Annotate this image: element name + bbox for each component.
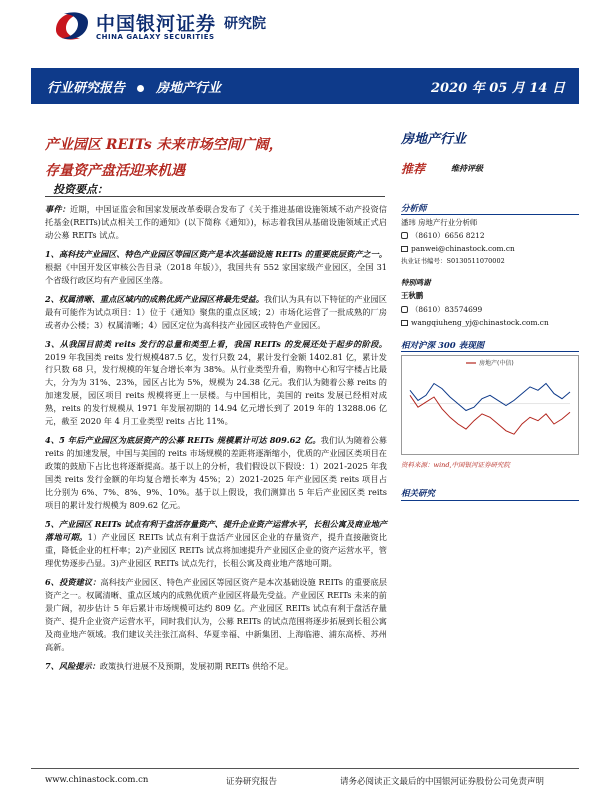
analyst2-email[interactable] [401, 318, 549, 328]
cert-number [401, 257, 505, 266]
analyst2-phone [401, 305, 482, 315]
paragraph-6 [45, 576, 387, 654]
paragraph-lead: 1、高科技产业园区、特色产业园区等园区资产是本次基础设施 REITs 的重要底层资产之一。 [45, 248, 387, 259]
galaxy-logo-icon [52, 8, 92, 44]
logo-name: 中国银河证券 [96, 13, 217, 35]
paragraph-1 [45, 248, 387, 287]
paragraph-lead: 2、权属清晰、重点区域内的成熟优质产业园区将最先受益。 [45, 293, 264, 304]
analyst1-phone [401, 231, 485, 241]
chart-series-line-1 [410, 395, 570, 434]
analyst2-name: 王秋鹏 [401, 291, 424, 300]
cert-label: 执业证书编号： [401, 257, 447, 265]
chart-source: 资料来源：wind,中国银河证券研究院 [401, 461, 511, 469]
report-date: 2020 年 05 月 14 日 [431, 81, 565, 96]
analyst1-name: 潘玮 房地产行业分析师 [401, 218, 478, 227]
paragraph-text: 近期，中国证监会和国家发展改革委联合发布了《关于推进基础设施领域不动产投资信托基金(REITs)试点相关工作的通知》(以下简称《通知》)，标志着我国从基础设施领域正式启动公募 REITs 试点。 [45, 204, 387, 240]
footer-label: 证券研究报告 [226, 777, 278, 787]
paragraph-3 [45, 338, 387, 429]
email-text: wangqiuheng_yj@chinastock.com.cn [411, 318, 549, 327]
related-research-heading: 相关研究 [401, 489, 436, 499]
report-title-line1: 产业园区 REITs 未来市场空间广阔， [45, 137, 283, 153]
phone-text: （8610）6656 8212 [411, 231, 485, 240]
relative-performance-chart [401, 355, 579, 455]
phone-text: （8610）83574699 [411, 305, 483, 314]
paragraph-text: 我们认为随着公募 reits 的加速发展，中国与美国的 reits 市场规模的差距将逐渐缩小，优质的产业园区类项目在政策的鼓励下占比也将逐渐提高。基于以上的分析，我们假设以下假设：1）2021-2025 年我国类 reits 发行金额的年均复合增长率为 45%；2）2021-2025 年产业园区类 reits 项目占比分别为 6%、7%、8%、9%、10%。基于以上假设，我们测算出 5 年后产业园区类 reits 项目的累计发行规模为 809.62 亿元。 [45, 435, 387, 511]
chart-divider [401, 351, 579, 352]
logo-institute: 研究院 [224, 16, 266, 32]
recommend-label: 推荐 [401, 162, 426, 176]
paragraph-4 [45, 434, 387, 512]
paragraph-event [45, 203, 387, 242]
paragraph-lead: 5、产业园区 REITs 试点有利于盘活存量资产、提升企业资产运营水平，长租公寓及商业地产落地可期。 [45, 518, 387, 542]
heading-divider [45, 196, 385, 197]
related-divider [401, 500, 579, 501]
email-icon [401, 246, 408, 252]
paragraph-lead: 7、风险提示： [45, 660, 100, 671]
paragraph-5 [45, 518, 387, 570]
phone-icon [401, 232, 408, 239]
logo-english: CHINA GALAXY SECURITIES [96, 33, 215, 41]
email-icon [401, 320, 408, 326]
cert-value: S0130511070002 [446, 257, 505, 265]
paragraph-lead: 4、5 年后产业园区为底层资产的公募 REITs 规模累计可达 809.62 亿。 [45, 435, 321, 446]
email-text: panwei@chinastock.com.cn [411, 244, 515, 253]
chart-legend-label: 房地产(中信) [479, 360, 514, 367]
report-category [47, 77, 221, 96]
header-band [31, 68, 579, 104]
section-heading: 投资要点： [53, 183, 108, 196]
report-title-line2: 存量资产盘活迎来机遇 [45, 163, 185, 179]
analyst1-email[interactable] [401, 244, 515, 254]
chart-svg [402, 356, 578, 454]
paragraph-7 [45, 660, 387, 673]
footer-disclaimer: 请务必阅读正文最后的中国银河证券股份公司免责声明 [340, 777, 545, 787]
paragraph-lead: 3、从我国目前类 reits 发行的总量和类型上看，我国 REITs 的发展还处于起步的阶段。 [45, 338, 387, 349]
rating-label: 维持评级 [451, 163, 483, 173]
paragraph-2 [45, 293, 387, 332]
paragraph-lead: 事件： [45, 204, 71, 214]
company-logo [52, 6, 266, 50]
footer-url[interactable]: www.chinastock.com.cn [45, 775, 149, 785]
main-content [45, 203, 387, 678]
contact-heading: 特别鸣谢 [401, 278, 431, 287]
analyst-heading: 分析师 [401, 204, 427, 214]
paragraph-lead: 6、投资建议： [45, 576, 101, 587]
sidebar [401, 128, 579, 351]
report-type: 行业研究报告 [47, 81, 126, 96]
paragraph-text: 1）产业园区 REITs 试点有利于盘活产业园区企业的存量资产，提升直接融资比重，降低企业的杠杆率；2)产业园区 REITs 试点将加速提升产业园区企业的资产运营水平，管理优势逐步凸显。3)产业园区 REITs 试点先行，长租公寓及商业地产落地可期。 [45, 531, 387, 568]
chart-heading: 相对沪深 300 表现图 [401, 341, 485, 351]
paragraph-text: 我们认为具有以下特征的产业园区最有可能作为试点项目：1）位于《通知》聚焦的重点区域；2）市场化运营了一批成熟的厂房或者办公楼；3）权属清晰；4）园区定位为高科技产业园区或特色产业园区。 [45, 293, 387, 330]
footer-divider [31, 768, 579, 769]
analyst-divider [401, 214, 579, 215]
paragraph-text: 政策执行进展不及预期，发展初期 REITs 供给不足。 [99, 660, 294, 671]
sidebar-industry: 房地产行业 [401, 132, 467, 147]
paragraph-text: 高科技产业园区、特色产业园区等园区资产是本次基础设施 REITs 的重要底层资产之一。权属清晰、重点区域内的成熟优质产业园区将最先受益。产业园区 REITs 未来的前景广阔，初步估计 5 年后累计市场规模可达约 809 亿。产业园区 REITs 试点有利于盘活存量资产、提升企业资产运营水平，同时我们认为，公募 REITs 的试点范围将逐步拓展到长租公寓及商业地产领域。我们建议关注张江高科、华夏幸福、中新集团、上海临港、浦东高桥、苏州高新。 [45, 576, 387, 652]
phone-icon [401, 306, 408, 313]
industry-label: 房地产行业 [156, 81, 222, 96]
bullet-dot-icon [137, 85, 144, 92]
paragraph-text: 根据《中国开发区审核公告目录（2018 年版）》，我国共有 552 家国家级产业园区，全国 31 个省级行政区均有产业园区坐落。 [45, 261, 387, 285]
paragraph-text: 2019 年我国类 reits 发行规模487.5 亿，发行只数 24，累计发行金额 1402.81 亿，累计发行只数 68 只，发行规模的年复合增长率为 38%。从行业类型升看，购物中心和写字楼占比最大，分为为 31%、23%，园区占比为 5%，规模为 24.38 亿元。我们认为随着公募 reits 的加速发展，园区项目 reits 规模将更上一层楼。与中国相比，美国的 reits 发展已经相对成熟，reits 的发行规模从 1971 年发展初期的 14.94 亿元增长到了 2019 年的 13288.06 亿元，截至 2020 年 4 月工业类型 reits 占比 11%。 [45, 351, 387, 427]
